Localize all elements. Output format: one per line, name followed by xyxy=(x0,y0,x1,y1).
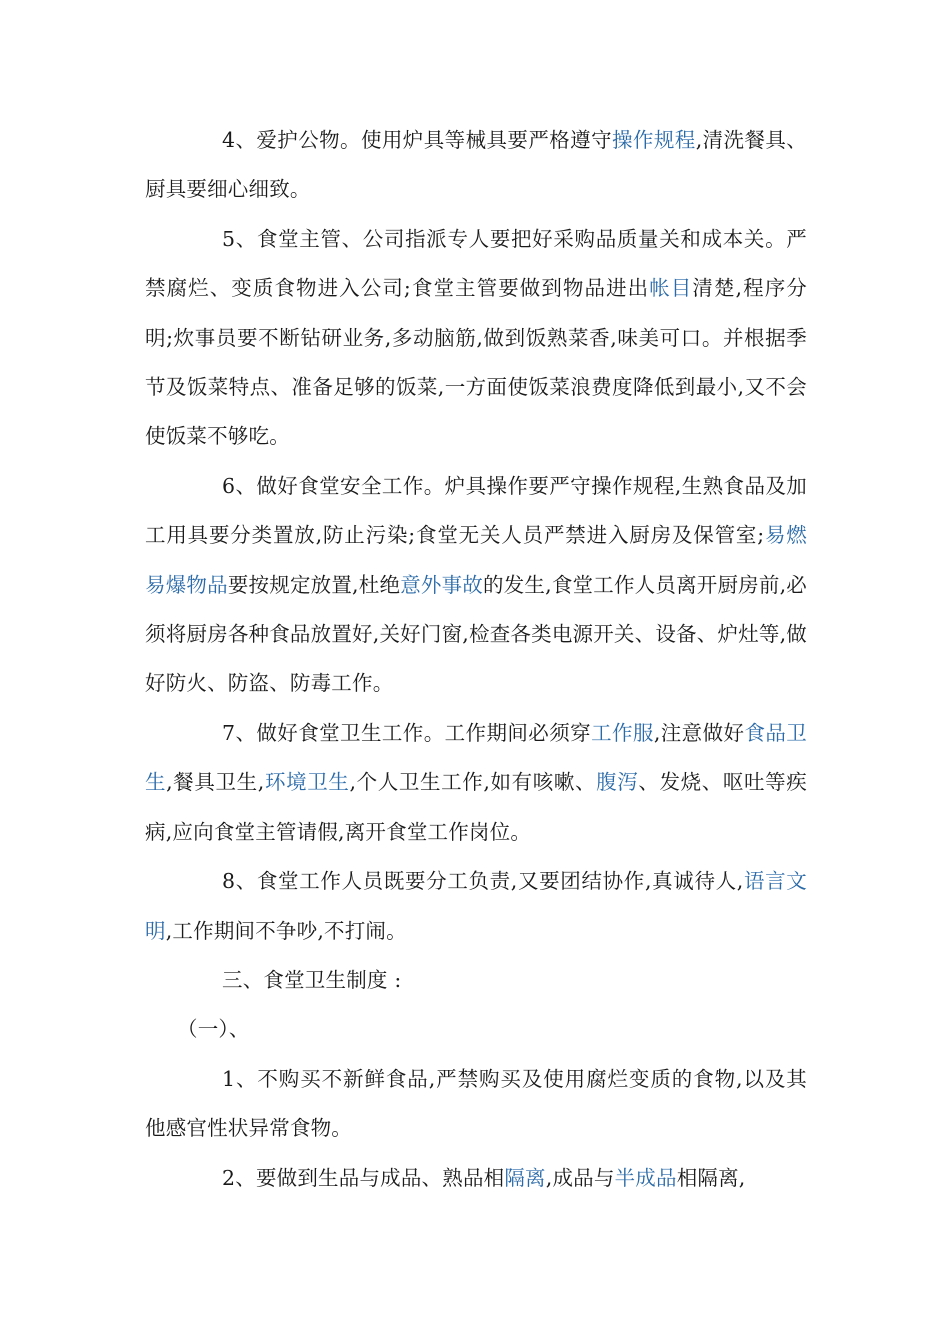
paragraph-text: （一）、 xyxy=(177,1017,250,1042)
paragraph-text: 的发生,食堂工作人员离开厨房前,必须将厨房各种食品放置好,关好门窗,检查各类电源开关、设备、炉灶等,做好防火、防盗、防毒工作。 xyxy=(145,572,808,696)
section-heading xyxy=(145,956,807,1005)
paragraph-text: 6、做好食堂安全工作。炉具操作要严守操作规程,生熟食品及加工用具要分类置放,防止污染;食堂无关人员严禁进入厨房及保管室; xyxy=(145,473,807,548)
paragraph-text: 2、要做到生品与成品、熟品相 xyxy=(222,1165,505,1190)
paragraph-p4 xyxy=(145,116,807,215)
paragraph-text: 8、食堂工作人员既要分工负责,又要团结协作,真诚待人, xyxy=(222,869,744,894)
paragraph-text: ,成品与 xyxy=(545,1165,615,1190)
keyword-link[interactable]: 意外事故 xyxy=(400,572,484,597)
document-page xyxy=(145,116,807,1203)
paragraph-text: 5、食堂主管、公司指派专人要把好采购品质量关和成本关。严禁腐烂、变质食物进入公司;食堂主管要做到物品进出 xyxy=(145,226,807,301)
paragraph-text: 1、不购买不新鲜食品,严禁购买及使用腐烂变质的食物,以及其他感官性状异常食物。 xyxy=(145,1066,807,1141)
paragraph-p8 xyxy=(145,857,807,956)
keyword-link[interactable]: 食品卫生 xyxy=(145,720,807,795)
paragraph-q2 xyxy=(145,1154,807,1203)
paragraph-text: 要按规定放置,杜绝 xyxy=(227,572,401,597)
paragraph-text: 三、食堂卫生制度 : xyxy=(222,967,402,992)
keyword-link[interactable]: 操作规程 xyxy=(612,128,696,152)
paragraph-text: ,个人卫生工作,如有咳嗽、 xyxy=(349,770,597,795)
paragraph-text: ,注意做好 xyxy=(653,720,745,745)
keyword-link[interactable]: 腹泻 xyxy=(596,770,639,795)
paragraph-text: 清楚,程序分明;炊事员要不断钻研业务,多动脑筋,做到饭熟菜香,味美可口。并根据季节及饭菜特点、准备足够的饭菜,一方面使饭菜浪费度降低到最小,又不会使饭菜不够吃。 xyxy=(145,276,807,449)
keyword-link[interactable]: 隔离 xyxy=(504,1165,546,1190)
keyword-link[interactable]: 环境卫生 xyxy=(264,770,350,795)
keyword-link[interactable]: 半成品 xyxy=(614,1165,677,1190)
subsection-label xyxy=(145,1005,807,1054)
paragraph-p7 xyxy=(145,709,807,857)
keyword-link[interactable]: 语言文明 xyxy=(145,869,807,943)
keyword-link[interactable]: 易燃易爆物品 xyxy=(145,523,807,597)
paragraph-text: 相隔离, xyxy=(676,1165,746,1190)
paragraph-text: ,清洗餐具、厨具要细心细致。 xyxy=(145,128,807,202)
paragraph-p5 xyxy=(145,215,807,462)
paragraph-text: 、发烧、呕吐等疾病,应向食堂主管请假,离开食堂工作岗位。 xyxy=(145,770,807,844)
paragraph-text: 4、爱护公物。使用炉具等械具要严格遵守 xyxy=(222,128,612,152)
keyword-link[interactable]: 帐目 xyxy=(649,276,693,301)
paragraph-q1 xyxy=(145,1055,807,1154)
paragraph-text: ,餐具卫生, xyxy=(166,770,265,795)
paragraph-p6 xyxy=(145,462,807,709)
keyword-link[interactable]: 工作服 xyxy=(591,720,654,745)
paragraph-text: ,工作期间不争吵,不打闹。 xyxy=(165,918,407,943)
paragraph-text: 7、做好食堂卫生工作。工作期间必须穿 xyxy=(222,720,592,745)
